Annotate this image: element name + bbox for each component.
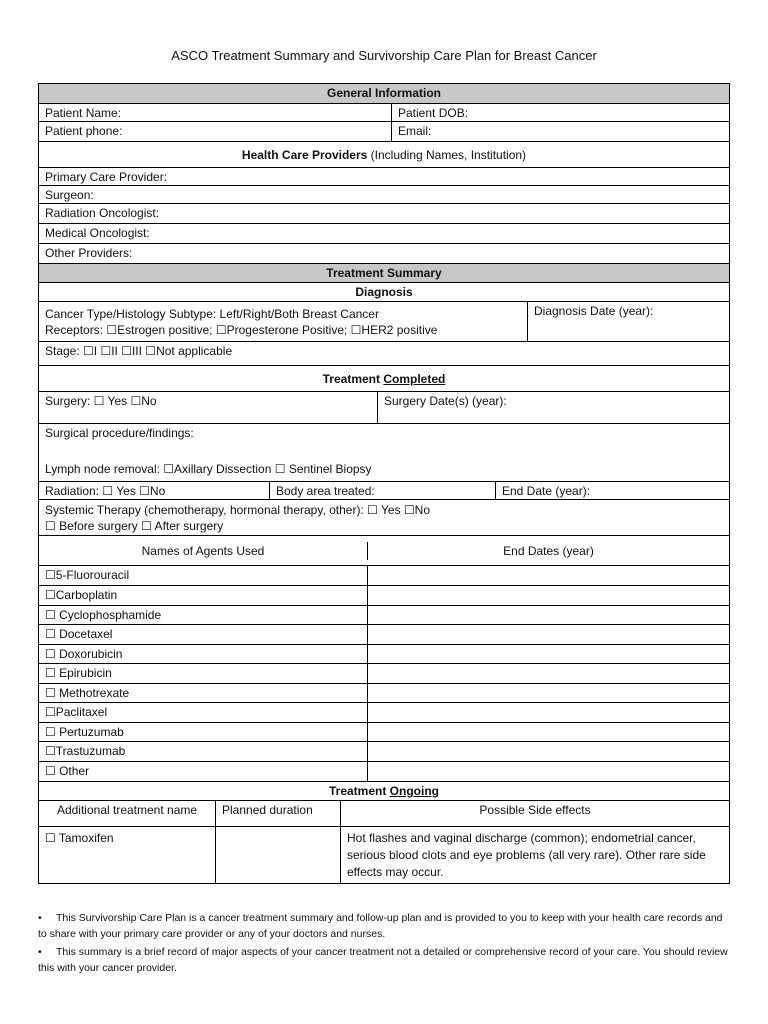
- surgical-procedure-cell: [39, 424, 378, 481]
- planned-duration-header: Planned duration: [215, 801, 340, 826]
- footnote-text: This Survivorship Care Plan is a cancer treatment summary and follow-up plan and is provided to you to keep with your health care records and to share with your primary care provider or any of your doctors and nurses.: [38, 912, 723, 940]
- care-plan-form: [38, 83, 730, 884]
- diagnosis-title: Diagnosis: [355, 285, 413, 299]
- provider-row: [39, 224, 729, 244]
- page-title: ASCO Treatment Summary and Survivorship Care Plan for Breast Cancer: [171, 48, 597, 63]
- agent-row: [39, 762, 729, 782]
- bullet-icon: •: [38, 912, 42, 924]
- side-effects-header: Possible Side effects: [340, 801, 729, 826]
- footnote-item: [38, 944, 730, 976]
- agent-row: [39, 664, 729, 684]
- agents-column-header: Names of Agents Used: [141, 543, 265, 558]
- agent-end-date[interactable]: [367, 742, 729, 761]
- diagnosis-date-field[interactable]: Diagnosis Date (year):: [527, 302, 729, 341]
- completed-prefix: Treatment: [322, 371, 384, 386]
- agent-row: [39, 625, 729, 645]
- systemic-therapy-row: [39, 500, 729, 536]
- agent-end-date[interactable]: [367, 606, 729, 624]
- agent-end-date[interactable]: [367, 645, 729, 663]
- provider-row: [39, 244, 729, 264]
- agent-checkbox[interactable]: ☐Trastuzumab: [45, 744, 126, 758]
- primary-care-provider-field[interactable]: Primary Care Provider:: [45, 170, 168, 184]
- agent-end-date[interactable]: [367, 625, 729, 644]
- radiation-row: [39, 482, 729, 500]
- lymph-node-checkboxes[interactable]: Lymph node removal: ☐Axillary Dissection ☐ Sentinel Biopsy: [45, 462, 372, 476]
- tamoxifen-checkbox[interactable]: ☐ Tamoxifen: [45, 831, 114, 845]
- provider-row: [39, 168, 729, 186]
- systemic-therapy-cell: [39, 500, 436, 535]
- surgery-date-field[interactable]: Surgery Date(s) (year):: [377, 392, 729, 423]
- agent-row: [39, 606, 729, 625]
- section-title: Treatment Summary: [326, 266, 442, 280]
- footnote-text: This summary is a brief record of major aspects of your cancer treatment not a detailed or comprehensive record of your care. You should review this with your cancer provider.: [38, 946, 728, 974]
- treatment-completed-title: [317, 370, 452, 388]
- agent-end-date[interactable]: [367, 762, 729, 781]
- agent-checkbox[interactable]: ☐ Cyclophosphamide: [45, 608, 162, 622]
- patient-dob-field[interactable]: Patient DOB:: [391, 104, 729, 121]
- cancer-type-cell: [39, 302, 527, 341]
- providers-header-bold: Health Care Providers: [241, 147, 368, 162]
- radiation-oncologist-field[interactable]: Radiation Oncologist:: [45, 206, 160, 220]
- agent-row: [39, 684, 729, 703]
- section-title: General Information: [326, 86, 442, 100]
- provider-row: [39, 186, 729, 204]
- surgery-row: [39, 392, 729, 424]
- agent-row: [39, 703, 729, 723]
- agent-checkbox[interactable]: ☐Carboplatin: [45, 588, 118, 602]
- agent-row: [39, 586, 729, 606]
- patient-name-row: [39, 104, 729, 122]
- planned-duration-field[interactable]: [215, 827, 340, 883]
- surgical-procedure-row: [39, 424, 729, 482]
- bullet-icon: •: [38, 946, 42, 958]
- email-field[interactable]: Email:: [391, 122, 729, 141]
- providers-header-text: [236, 146, 532, 164]
- end-date-field[interactable]: End Date (year):: [495, 482, 729, 499]
- stage-row: [39, 342, 729, 366]
- ongoing-word: Ongoing: [389, 784, 439, 798]
- end-dates-column-header: End Dates (year): [367, 542, 729, 560]
- radiation-checkboxes[interactable]: Radiation: ☐ Yes ☐No: [45, 484, 166, 498]
- ongoing-prefix: Treatment: [328, 784, 390, 798]
- surgical-procedure-field[interactable]: Surgical procedure/findings:: [45, 426, 194, 440]
- footnotes: [38, 910, 730, 978]
- treatment-summary-header: [39, 264, 729, 283]
- stage-checkboxes[interactable]: Stage: ☐I ☐II ☐III ☐Not applicable: [45, 344, 233, 358]
- footnote-item: [38, 910, 730, 942]
- treatment-ongoing-header: [39, 782, 729, 801]
- agent-checkbox[interactable]: ☐ Epirubicin: [45, 666, 112, 680]
- medical-oncologist-field[interactable]: Medical Oncologist:: [45, 226, 150, 240]
- treatment-ongoing-title: [323, 782, 445, 800]
- agent-checkbox[interactable]: ☐ Methotrexate: [45, 686, 130, 700]
- other-providers-field[interactable]: Other Providers:: [45, 246, 133, 260]
- agent-end-date[interactable]: [367, 664, 729, 683]
- agent-end-date[interactable]: [367, 723, 729, 741]
- systemic-therapy-checkboxes[interactable]: Systemic Therapy (chemotherapy, hormonal therapy, other): ☐ Yes ☐No: [45, 502, 431, 517]
- agent-checkbox[interactable]: ☐ Docetaxel: [45, 627, 113, 641]
- agent-row: [39, 566, 729, 586]
- agents-header-row: [39, 536, 729, 566]
- providers-header-rest: (Including Names, Institution): [367, 147, 527, 162]
- treatment-completed-header: [39, 366, 729, 392]
- agent-row: [39, 742, 729, 762]
- cancer-type-row: [39, 302, 729, 342]
- agent-row: [39, 723, 729, 742]
- patient-phone-field[interactable]: Patient phone:: [45, 124, 123, 138]
- surgery-checkboxes[interactable]: Surgery: ☐ Yes ☐No: [45, 394, 157, 408]
- receptors-checkboxes[interactable]: Receptors: ☐Estrogen positive; ☐Progesterone Positive; ☐HER2 positive: [45, 322, 438, 337]
- agent-end-date[interactable]: [367, 684, 729, 702]
- agent-row: [39, 645, 729, 664]
- agent-end-date[interactable]: [367, 586, 729, 605]
- agent-end-date[interactable]: [367, 566, 729, 585]
- completed-word: Completed: [383, 371, 446, 386]
- ongoing-treatment-row: [39, 827, 729, 883]
- additional-treatment-header: Additional treatment name: [56, 803, 198, 817]
- body-area-field[interactable]: Body area treated:: [269, 482, 495, 499]
- patient-name-field[interactable]: Patient Name:: [45, 106, 122, 120]
- systemic-timing-checkboxes[interactable]: ☐ Before surgery ☐ After surgery: [45, 518, 224, 533]
- providers-header: [39, 142, 729, 168]
- agent-checkbox[interactable]: ☐ Pertuzumab: [45, 725, 124, 739]
- surgeon-field[interactable]: Surgeon:: [45, 188, 94, 202]
- general-information-header: [39, 84, 729, 104]
- agent-end-date[interactable]: [367, 703, 729, 722]
- agent-checkbox[interactable]: ☐ Other: [45, 764, 90, 778]
- cancer-type-field[interactable]: Cancer Type/Histology Subtype: Left/Right/Both Breast Cancer: [45, 306, 379, 321]
- side-effects-text: Hot flashes and vaginal discharge (common); endometrial cancer, serious blood clots and eye problems (all very rare). Other rare side effects may occur.: [340, 827, 729, 883]
- agent-checkbox[interactable]: ☐ Doxorubicin: [45, 647, 123, 661]
- provider-row: [39, 204, 729, 224]
- patient-phone-row: [39, 122, 729, 142]
- agent-checkbox[interactable]: ☐5-Fluorouracil: [45, 568, 130, 582]
- diagnosis-header: [39, 283, 729, 302]
- ongoing-columns-row: [39, 801, 729, 827]
- agent-checkbox[interactable]: ☐Paclitaxel: [45, 705, 108, 719]
